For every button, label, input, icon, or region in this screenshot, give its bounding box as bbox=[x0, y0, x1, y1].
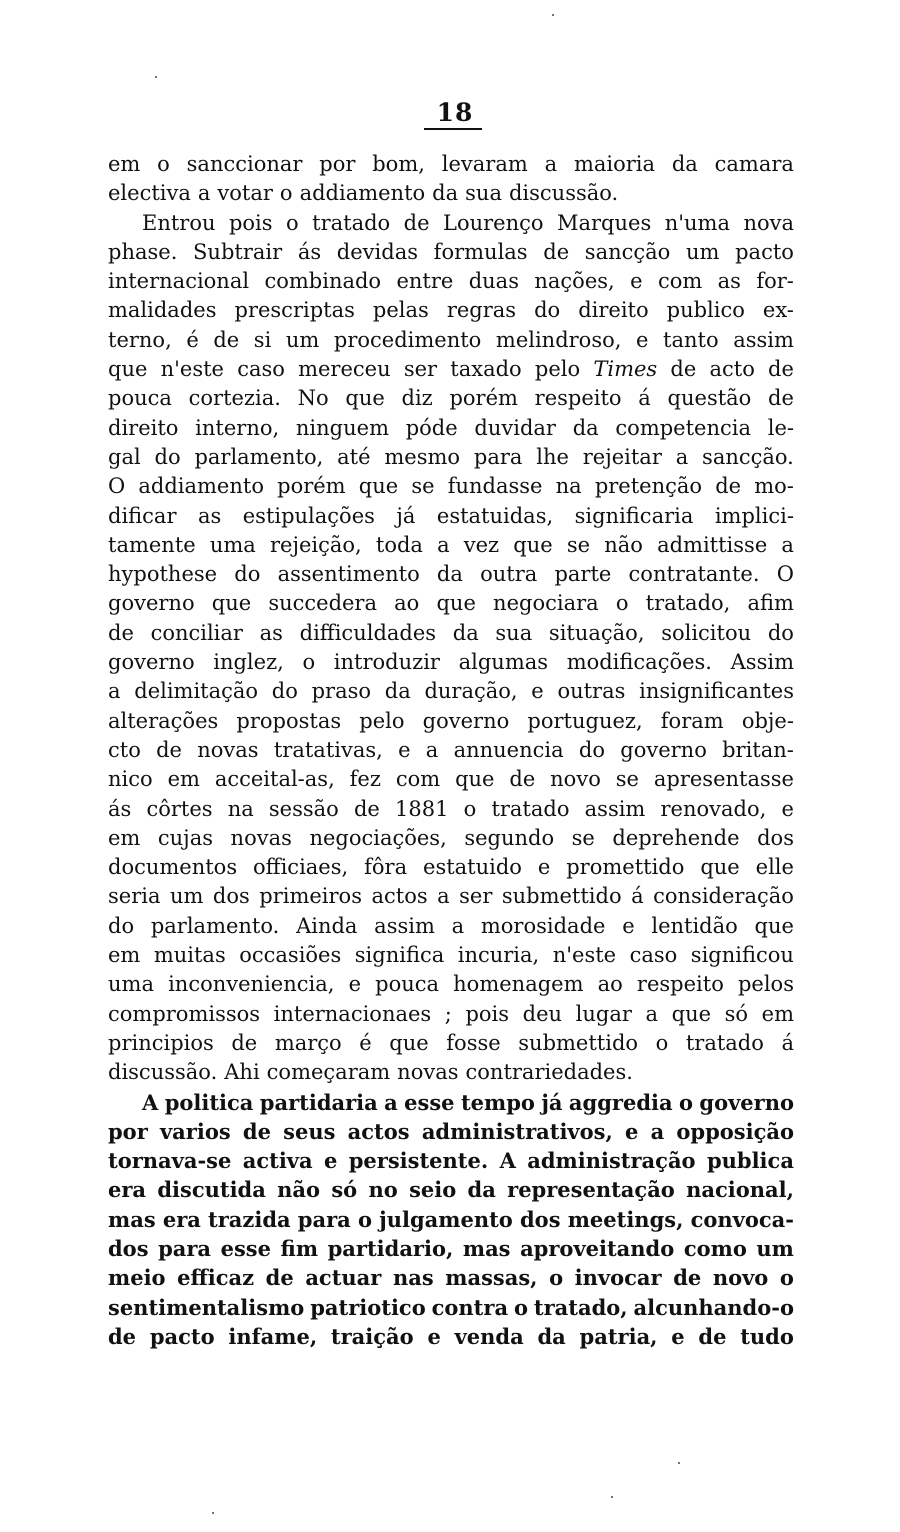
text-line: direito interno, ninguem póde duvidar da competencia le- bbox=[108, 415, 794, 440]
text-line: em o sanccionar por bom, levaram a maioria da camara bbox=[108, 152, 794, 176]
text-line: meio efficaz de actuar nas massas, o invocar de novo o bbox=[108, 1265, 794, 1291]
text-line: malidades prescriptas pelas regras do direito publico ex- bbox=[108, 298, 794, 323]
text-line: A politica partidaria a esse tempo já aggredia o governo bbox=[142, 1089, 794, 1115]
text-line: sentimentalismo patriotico contra o tratado, alcunhando-o bbox=[108, 1294, 794, 1320]
paper-speck bbox=[552, 14, 554, 16]
text-line: dos para esse fim partidario, mas aproveitando como um bbox=[108, 1235, 794, 1261]
paper-speck bbox=[678, 1462, 680, 1464]
text-line: por varios de seus actos administrativos, e a opposição bbox=[108, 1118, 794, 1144]
body-text bbox=[108, 150, 794, 1351]
text-line: documentos officiaes, fôra estatuido e promettido que elle bbox=[108, 855, 794, 880]
text-line: Entrou pois o tratado de Lourenço Marques n'uma nova bbox=[142, 210, 794, 235]
text-line: governo que succedera ao que negociara o tratado, afim bbox=[108, 591, 794, 616]
text-line: nico em acceital-as, fez com que de novo se apresentasse bbox=[108, 767, 794, 792]
text-line: alterações propostas pelo governo portuguez, foram obje- bbox=[108, 708, 794, 733]
text-line: do parlamento. Ainda assim a morosidade e lentidão que bbox=[108, 913, 794, 938]
text-line: cto de novas tratativas, e a annuencia do governo britan- bbox=[108, 737, 794, 762]
paper-speck bbox=[611, 1496, 613, 1498]
page-number-rule bbox=[424, 128, 482, 130]
paper-speck bbox=[212, 1512, 214, 1514]
text-line: em muitas occasiões significa incuria, n'este caso significou bbox=[108, 943, 794, 968]
text-line: hypothese do assentimento da outra parte contratante. O bbox=[108, 562, 794, 587]
text-line: de conciliar as difficuldades da sua situação, solicitou do bbox=[108, 620, 794, 645]
text-line: gal do parlamento, até mesmo para lhe rejeitar a sancção. bbox=[108, 444, 794, 469]
text-line: O addiamento porém que se fundasse na pretenção de mo- bbox=[108, 474, 794, 499]
text-line: seria um dos primeiros actos a ser submettido á consideração bbox=[108, 884, 794, 909]
text-line: phase. Subtrair ás devidas formulas de sancção um pacto bbox=[108, 239, 794, 264]
text-line: uma inconveniencia, e pouca homenagem ao respeito pelos bbox=[108, 972, 794, 997]
text-line: mas era trazida para o julgamento dos meetings, convoca- bbox=[108, 1206, 794, 1232]
text-line: em cujas novas negociações, segundo se deprehende dos bbox=[108, 825, 794, 850]
text-line: era discutida não só no seio da representação nacional, bbox=[108, 1177, 794, 1203]
text-line: tamente uma rejeição, toda a vez que se não admittisse a bbox=[108, 532, 794, 557]
text-line: terno, é de si um procedimento melindroso, e tanto assim bbox=[108, 327, 794, 352]
text-line: a delimitação do praso da duração, e outras insignificantes bbox=[108, 679, 794, 704]
text-line: compromissos internacionaes ; pois deu lugar a que só em bbox=[108, 1001, 794, 1026]
text-line: ás côrtes na sessão de 1881 o tratado assim renovado, e bbox=[108, 796, 794, 821]
text-line: que n'este caso mereceu ser taxado pelo Times de acto de bbox=[108, 357, 794, 382]
text-line: internacional combinado entre duas nações, e com as for- bbox=[108, 269, 794, 294]
paper-speck bbox=[155, 76, 157, 78]
text-line: principios de março é que fosse submettido o tratado á bbox=[108, 1030, 794, 1055]
text-line: governo inglez, o introduzir algumas modificações. Assim bbox=[108, 650, 794, 675]
text-line: pouca cortezia. No que diz porém respeito á questão de bbox=[108, 386, 794, 411]
text-line: tornava-se activa e persistente. A administração publica bbox=[108, 1148, 794, 1174]
text-line: electiva a votar o addiamento da sua discussão. bbox=[108, 181, 619, 206]
text-line: de pacto infame, traição e venda da patria, e de tudo bbox=[108, 1323, 794, 1349]
text-line: discussão. Ahi começaram novas contrariedades. bbox=[108, 1060, 633, 1085]
text-line: dificar as estipulações já estatuidas, significaria implici- bbox=[108, 503, 794, 528]
page-number: 18 bbox=[436, 98, 474, 127]
